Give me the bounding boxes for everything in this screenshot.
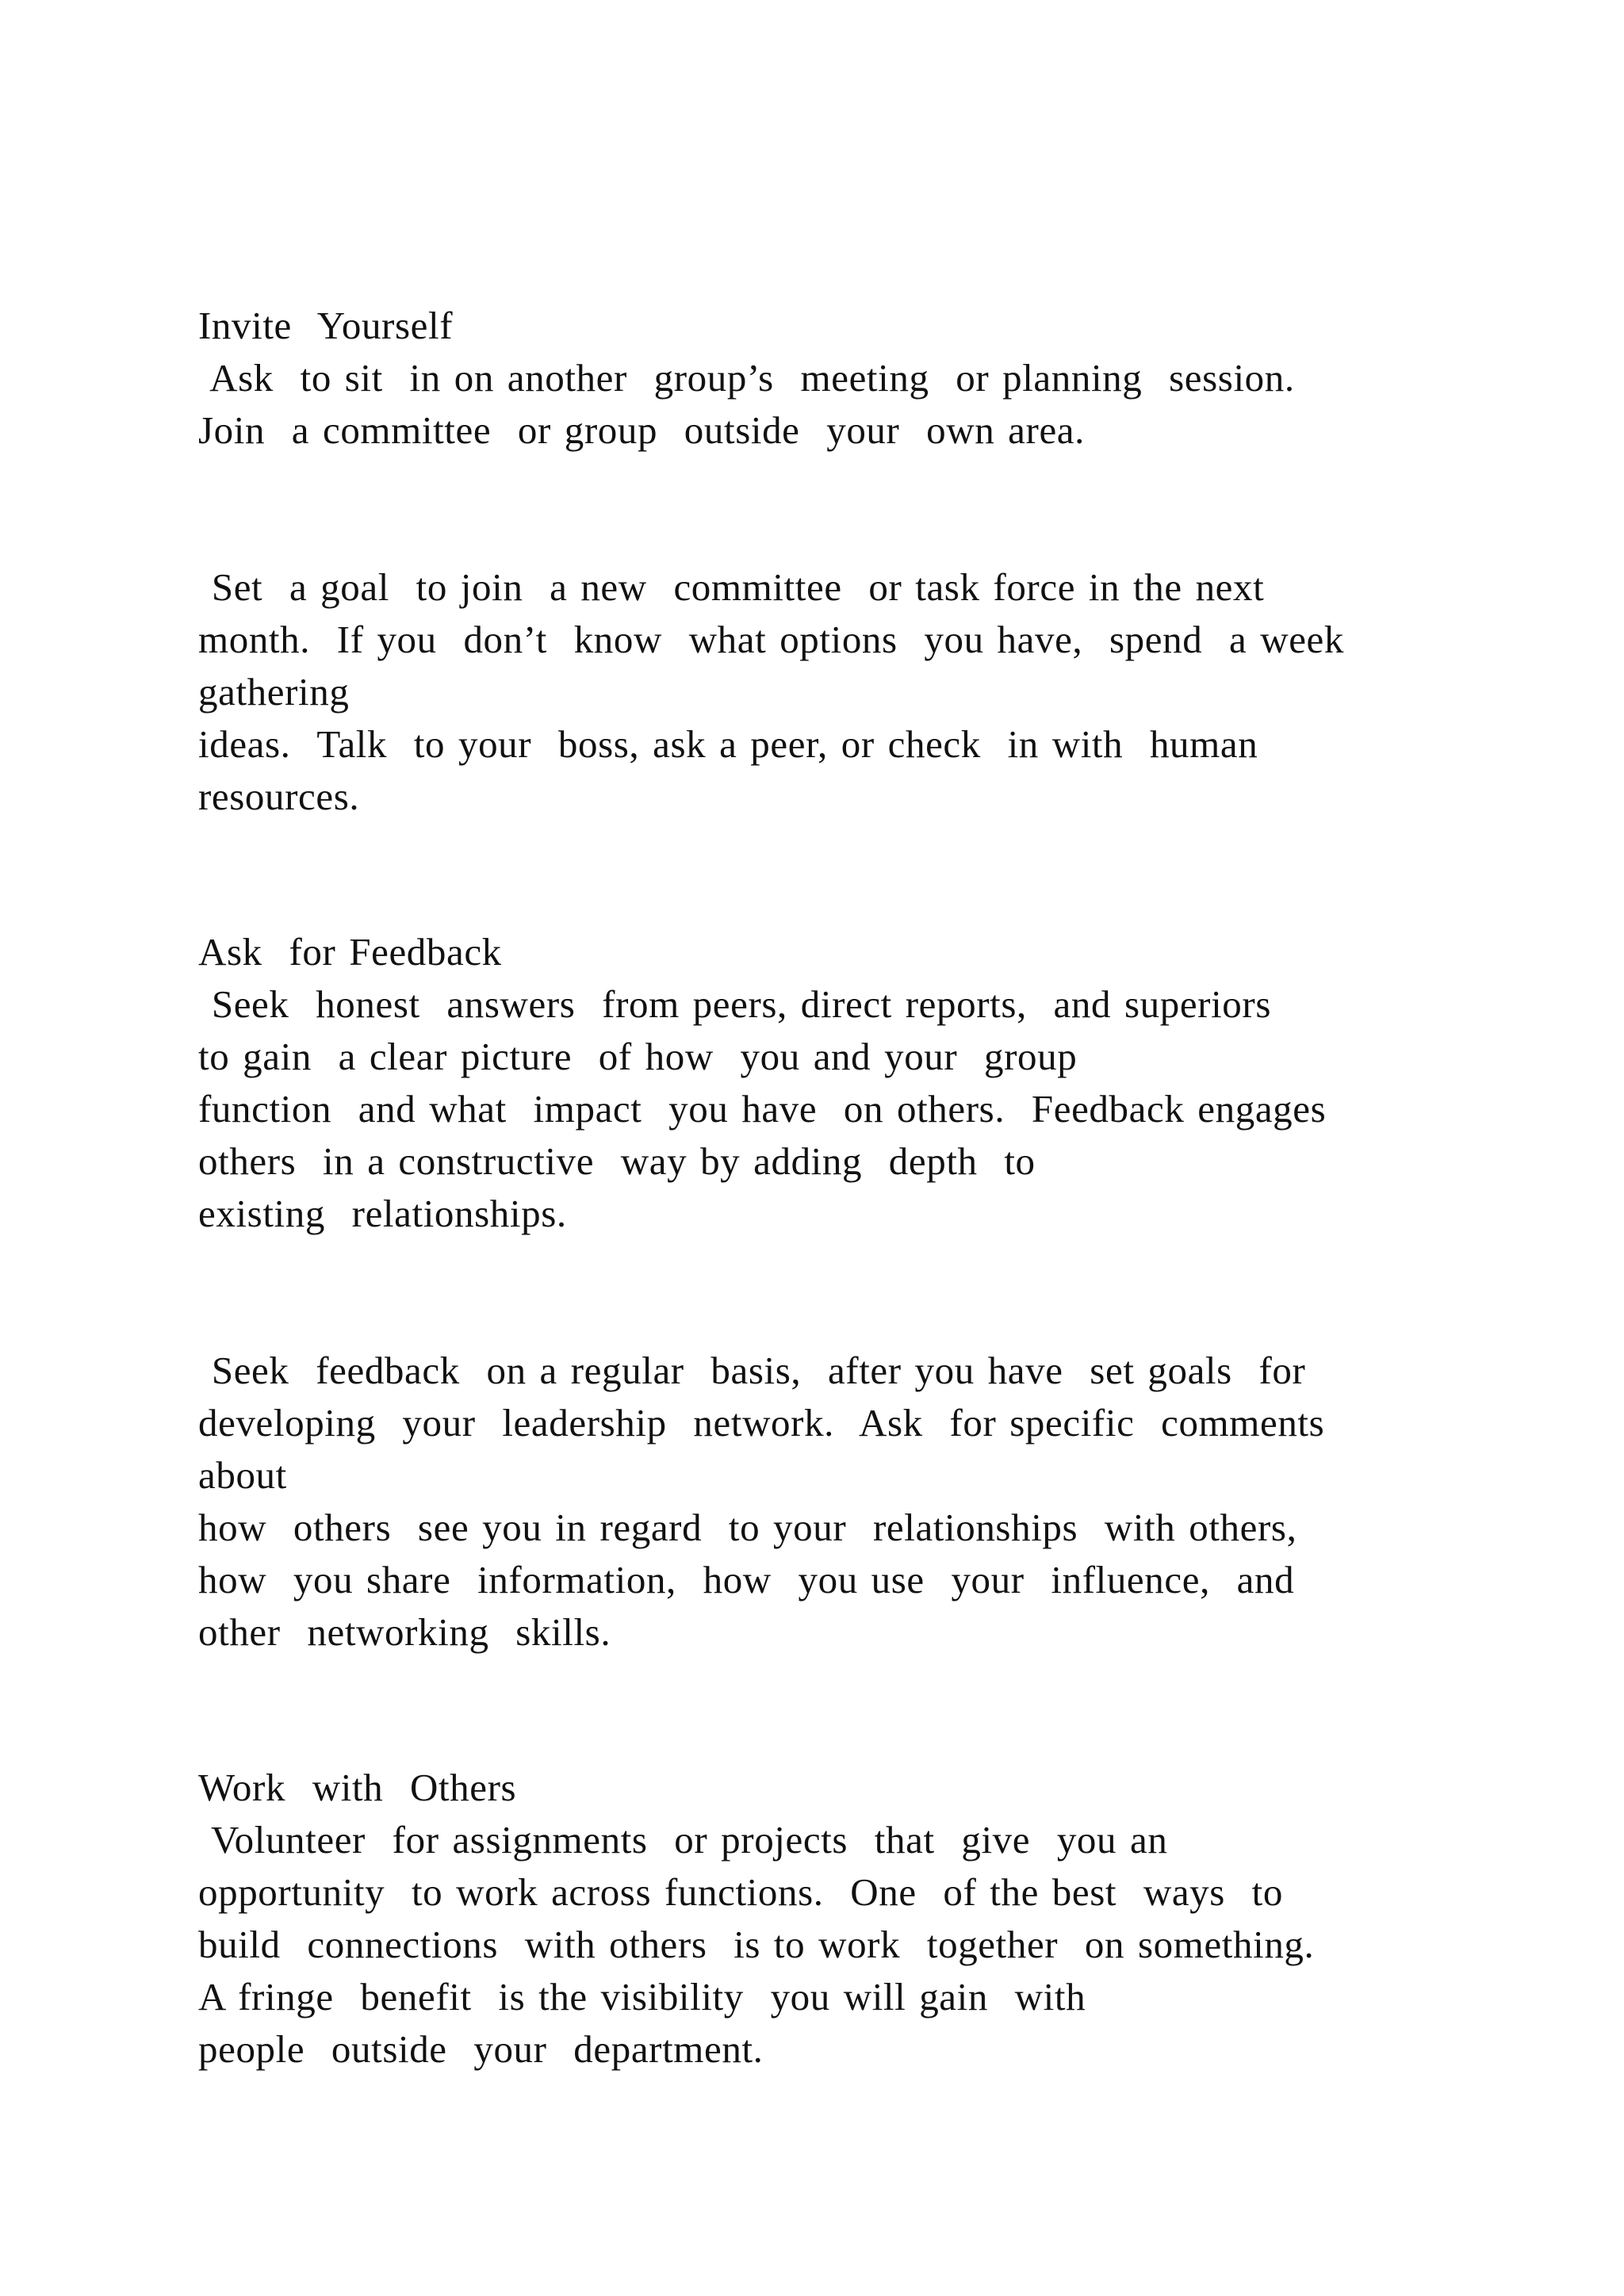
paragraph-line: existing relationships.: [198, 1192, 567, 1235]
paragraph-line: function and what impact you have on others. Feedback engages: [198, 1087, 1327, 1131]
paragraph-line: ideas. Talk to your boss, ask a peer, or check in with human: [198, 722, 1258, 766]
paragraph-line: about: [198, 1453, 287, 1497]
section-invite-yourself: [198, 300, 1546, 457]
paragraph-line: Ask to sit in on another group’s meeting or planning session.: [198, 356, 1295, 400]
paragraph-line: others in a constructive way by adding depth to: [198, 1139, 1036, 1183]
action-invite-yourself: [198, 561, 1546, 823]
paragraph-line: how you share information, how you use your influence, and: [198, 1558, 1295, 1601]
paragraph-line: opportunity to work across functions. One of the best ways to: [198, 1870, 1283, 1914]
section-heading: Ask for Feedback: [198, 930, 502, 974]
section-heading: Work with Others: [198, 1766, 517, 1809]
paragraph-line: to gain a clear picture of how you and your group: [198, 1035, 1078, 1078]
paragraph-line: Set a goal to join a new committee or task force in the next: [198, 565, 1265, 609]
paragraph-line: Volunteer for assignments or projects that give you an: [198, 1818, 1168, 1862]
paragraph-line: gathering: [198, 670, 350, 714]
paragraph-line: Seek feedback on a regular basis, after you have set goals for: [198, 1349, 1306, 1392]
paragraph-line: Seek honest answers from peers, direct reports, and superiors: [198, 982, 1271, 1026]
paragraph-line: month. If you don’t know what options you have, spend a week: [198, 618, 1344, 661]
paragraph-line: people outside your department.: [198, 2027, 764, 2071]
section-ask-for-feedback: [198, 926, 1546, 1240]
paragraph-line: resources.: [198, 775, 360, 818]
paragraph-line: A fringe benefit is the visibility you will gain with: [198, 1975, 1086, 2019]
action-ask-for-feedback: [198, 1345, 1546, 1659]
paragraph-line: build connections with others is to work together on something.: [198, 1923, 1315, 1966]
section-heading: Invite Yourself: [198, 304, 454, 347]
paragraph-line: other networking skills.: [198, 1610, 611, 1654]
paragraph-line: how others see you in regard to your relationships with others,: [198, 1506, 1297, 1549]
paragraph-line: developing your leadership network. Ask for specific comments: [198, 1401, 1325, 1445]
paragraph-line: Join a committee or group outside your own area.: [198, 408, 1085, 452]
section-work-with-others: [198, 1762, 1546, 2076]
